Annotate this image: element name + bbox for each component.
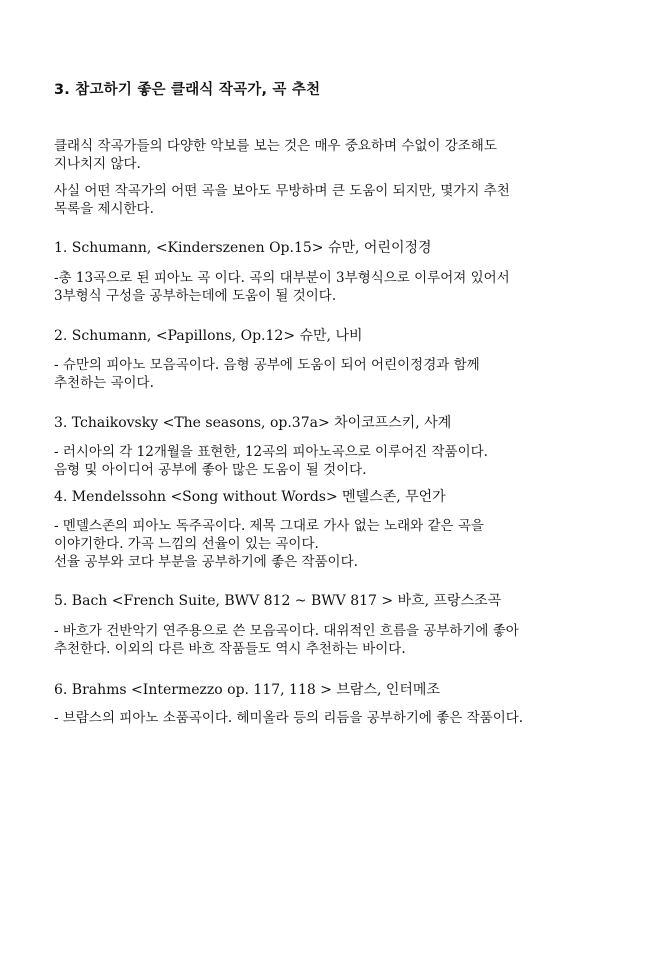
recommendation-title-3: 3. Tchaikovsky <The seasons, op.37a> 차이코프스키, 사계: [54, 415, 452, 431]
recommendation-desc-5: [54, 622, 634, 658]
recommendation-title-2: 2. Schumann, <Papillons, Op.12> 슈만, 나비: [54, 328, 363, 344]
text-line: 목록을 제시한다.: [54, 201, 154, 217]
text-line: 선율 공부와 코다 부분을 공부하기에 좋은 작품이다.: [54, 554, 358, 570]
text-line: 사실 어떤 작곡가의 어떤 곡을 보아도 무방하며 큰 도움이 되지만, 몇가지 추천: [54, 183, 510, 199]
recommendation-title-1: 1. Schumann, <Kinderszenen Op.15> 슈만, 어린이정경: [54, 240, 432, 256]
recommendation-desc-6: [54, 709, 634, 727]
text-line: 추천한다. 이외의 다른 바흐 작품들도 역시 추천하는 바이다.: [54, 641, 406, 657]
section-heading: 3. 참고하기 좋은 클래식 작곡가, 곡 추천: [54, 82, 321, 98]
text-line: 클래식 작곡가들의 다양한 악보를 보는 것은 매우 중요하며 수없이 강조해도: [54, 138, 497, 154]
text-line: - 러시아의 각 12개월을 표현한, 12곡의 피아노곡으로 이루어진 작품이다.: [54, 444, 488, 460]
recommendation-desc-2: [54, 356, 634, 392]
recommendation-title-4: 4. Mendelssohn <Song without Words> 멘델스존, 무언가: [54, 489, 446, 505]
recommendation-title-6: 6. Brahms <Intermezzo op. 117, 118 > 브람스, 인터메조: [54, 682, 440, 698]
recommendation-title-5: 5. Bach <French Suite, BWV 812 ~ BWV 817 > 바흐, 프랑스조곡: [54, 593, 502, 609]
text-line: 3부형식 구성을 공부하는데에 도움이 될 것이다.: [54, 288, 337, 304]
text-line: 음형 및 아이디어 공부에 좋아 많은 도움이 될 것이다.: [54, 462, 367, 478]
text-line: 이야기한다. 가곡 느낌의 선율이 있는 곡이다.: [54, 536, 319, 552]
intro-paragraph-2: [54, 182, 634, 218]
text-line: 추천하는 곡이다.: [54, 375, 154, 391]
text-line: -총 13곡으로 된 피아노 곡 이다. 곡의 대부분이 3부형식으로 이루어져 있어서: [54, 270, 510, 286]
text-line: - 브람스의 피아노 소품곡이다. 헤미올라 등의 리듬을 공부하기에 좋은 작품이다.: [54, 710, 524, 726]
recommendation-desc-3: [54, 443, 634, 479]
intro-paragraph-1: [54, 137, 634, 173]
text-line: 지나치지 않다.: [54, 156, 141, 172]
text-line: - 슈만의 피아노 모음곡이다. 음형 공부에 도움이 되어 어린이정경과 함께: [54, 357, 480, 373]
recommendation-desc-4: [54, 517, 634, 571]
text-line: - 바흐가 건반악기 연주용으로 쓴 모음곡이다. 대위적인 흐름을 공부하기에 좋아: [54, 623, 519, 639]
recommendation-desc-1: [54, 269, 634, 305]
text-line: - 멘델스존의 피아노 독주곡이다. 제목 그대로 가사 없는 노래와 같은 곡을: [54, 518, 484, 534]
